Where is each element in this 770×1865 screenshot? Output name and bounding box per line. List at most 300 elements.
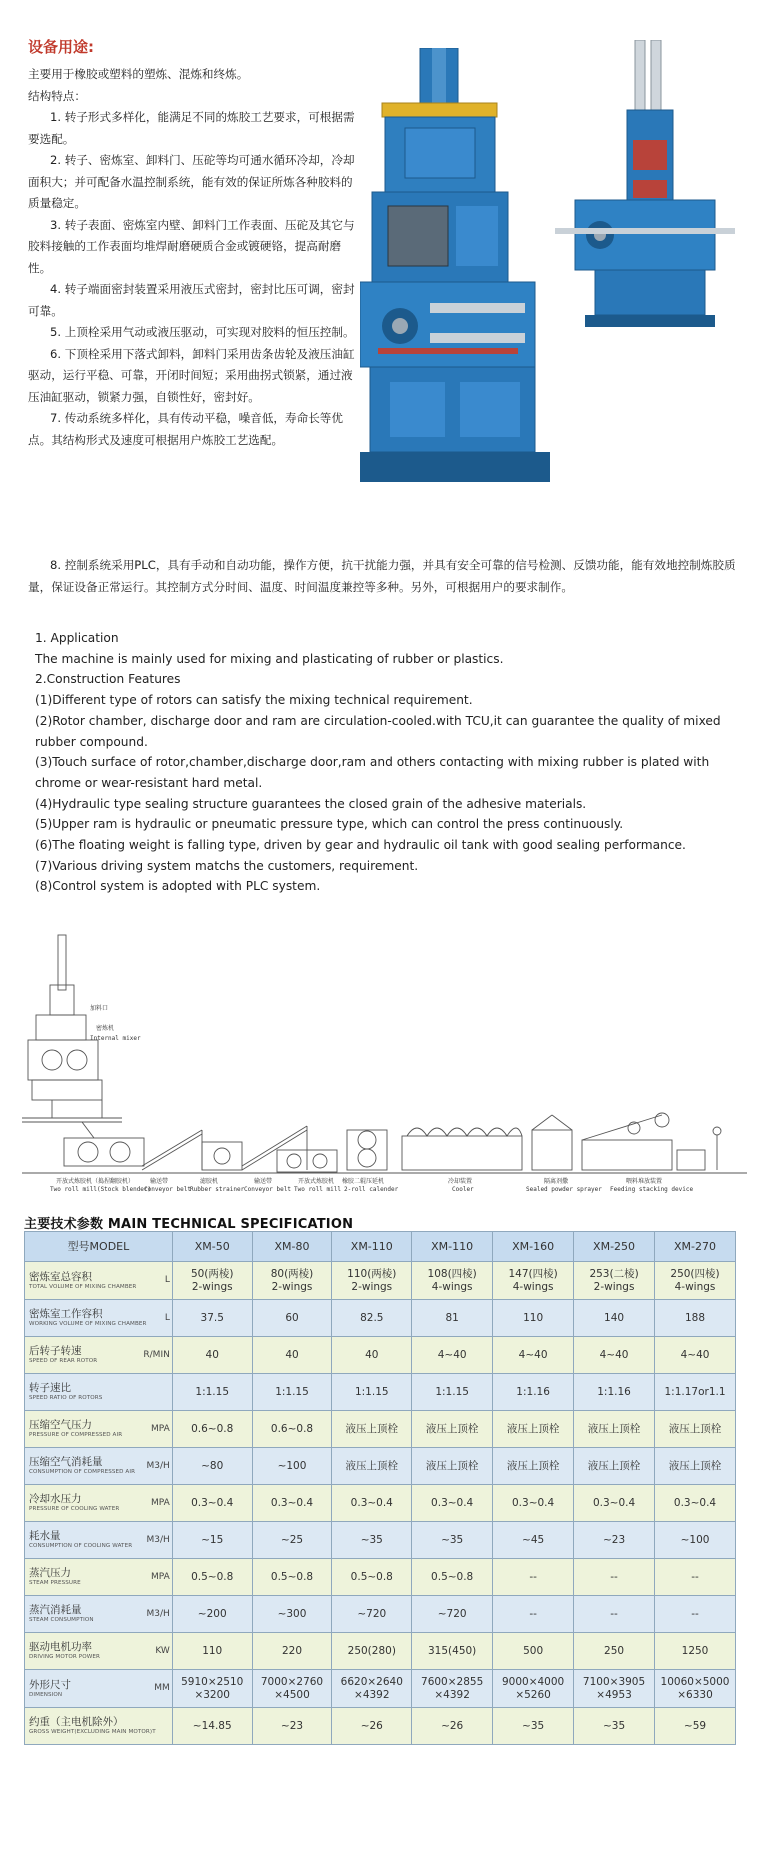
value-cell — [574, 1262, 655, 1300]
param-unit: KW — [155, 1645, 170, 1656]
value-line: ~35 — [360, 1533, 383, 1546]
value-line: 108(四棱) — [427, 1267, 477, 1280]
value-line: 188 — [684, 1311, 706, 1324]
value-cell — [252, 1708, 332, 1745]
label-stacker-en: Feeding stacking device — [610, 1186, 694, 1193]
value-line: ~59 — [683, 1719, 707, 1732]
en-line: (2)Rotor chamber, discharge door and ram are circulation-cooled.with TCU,it can guarantee the quality of mixed rubber compound. — [35, 713, 721, 749]
value-line: 4~40 — [518, 1348, 548, 1361]
table-row — [25, 1708, 736, 1745]
en-line: (5)Upper ram is hydraulic or pneumatic pressure type, which can control the press continuously. — [35, 817, 624, 832]
param-name-en: DRIVING MOTOR POWER — [29, 1654, 100, 1660]
param-name-en: CONSUMPTION OF COOLING WATER — [29, 1543, 133, 1549]
value-line: ×4953 — [596, 1688, 632, 1701]
label-mill2-en: Two roll mill — [294, 1186, 341, 1193]
param-name-cn: 蒸汽消耗量 — [29, 1604, 82, 1616]
value-line: 147(四棱) — [508, 1267, 558, 1280]
param-name-cn: 密炼室工作容积 — [29, 1308, 103, 1320]
value-line: 0.6~0.8 — [191, 1422, 234, 1435]
value-line: ×4500 — [274, 1688, 310, 1701]
table-row — [25, 1262, 736, 1300]
param-name-cn: 驱动电机功率 — [29, 1641, 92, 1653]
value-cell — [574, 1559, 655, 1596]
param-name-en: SPEED OF REAR ROTOR — [29, 1358, 98, 1364]
value-line: 110 — [523, 1311, 544, 1324]
value-line: -- — [610, 1570, 618, 1583]
spec-table — [24, 1231, 736, 1745]
value-cell — [655, 1633, 736, 1670]
en-line: 1. Application — [35, 631, 119, 645]
value-cell — [574, 1374, 655, 1411]
value-line: 140 — [604, 1311, 625, 1324]
value-line: 40 — [205, 1348, 219, 1361]
param-unit: MPA — [151, 1497, 170, 1508]
value-line: ~200 — [197, 1607, 227, 1620]
value-line: -- — [529, 1570, 537, 1583]
en-line: 2.Construction Features — [35, 672, 181, 687]
value-line: 液压上顶栓 — [668, 1459, 722, 1472]
value-line: 0.5~0.8 — [270, 1570, 314, 1583]
value-line: -- — [691, 1607, 699, 1620]
value-cell — [574, 1300, 655, 1337]
en-line: (1)Different type of rotors can satisfy the mixing technical requirement. — [35, 693, 473, 708]
param-cell — [25, 1559, 173, 1596]
param-cell — [25, 1411, 173, 1448]
value-cell — [655, 1670, 736, 1708]
label-conveyor1-en: Conveyor belt — [144, 1186, 191, 1193]
header-model: XM-80 — [252, 1232, 332, 1262]
value-line: ×5260 — [515, 1688, 551, 1701]
value-cell — [574, 1411, 655, 1448]
value-cell — [252, 1596, 332, 1633]
value-cell — [493, 1522, 574, 1559]
value-cell — [252, 1633, 332, 1670]
value-cell — [655, 1522, 736, 1559]
param-unit: M3/H — [146, 1534, 170, 1545]
param-name-en: PRESSURE OF COOLING WATER — [29, 1506, 120, 1512]
value-cell — [412, 1559, 493, 1596]
value-cell — [412, 1411, 493, 1448]
cn-item: 5. 上顶栓采用气动或液压驱动，可实现对胶料的恒压控制。 — [50, 325, 355, 339]
value-line: 4~40 — [599, 1348, 629, 1361]
value-cell — [574, 1522, 655, 1559]
table-row — [25, 1411, 736, 1448]
param-cell — [25, 1670, 173, 1708]
param-cell — [25, 1633, 173, 1670]
value-cell — [655, 1485, 736, 1522]
value-cell — [412, 1633, 493, 1670]
value-line: ~35 — [441, 1533, 464, 1546]
value-cell — [493, 1596, 574, 1633]
value-line: 0.3~0.4 — [270, 1496, 314, 1509]
value-line: -- — [610, 1607, 618, 1620]
param-cell — [25, 1374, 173, 1411]
en-line: (7)Various driving system matchs the customers, requirement. — [35, 858, 419, 873]
cn-item: 6. 下顶栓采用下落式卸料，卸料门采用齿条齿轮及液压油缸驱动，运行平稳、可靠，开闭时间短；采用曲拐式锁紧，通过液压油缸驱动，锁紧力强，自锁性好，密封好。 — [28, 346, 355, 404]
value-line: 0.6~0.8 — [270, 1422, 314, 1435]
value-line: 液压上顶栓 — [587, 1459, 641, 1472]
value-cell — [412, 1485, 493, 1522]
en-line: The machine is mainly used for mixing and plasticating of rubber or plastics. — [35, 651, 504, 666]
label-mill1-en: Two roll mill(Stock blender) — [50, 1186, 152, 1193]
param-cell — [25, 1522, 173, 1559]
value-cell — [172, 1485, 252, 1522]
param-name-cn: 耗水量 — [29, 1530, 61, 1542]
label-calender-cn: 橡胶二辊压延机 — [342, 1178, 385, 1185]
label-cooler-cn: 冷却装置 — [448, 1178, 473, 1185]
param-cell — [25, 1262, 173, 1300]
value-line: 液压上顶栓 — [425, 1422, 479, 1435]
value-line: 1:1.15 — [195, 1385, 230, 1398]
cn-item: 2. 转子、密炼室、卸料门、压砣等均可通水循环冷却，冷却面积大；并可配备水温控制系统，能有效的保证所炼各种胶料的质量稳定。 — [28, 153, 355, 210]
value-cell — [655, 1596, 736, 1633]
value-line: 60 — [285, 1311, 299, 1324]
value-cell — [655, 1337, 736, 1374]
value-line: 1:1.15 — [435, 1385, 469, 1398]
value-cell — [493, 1559, 574, 1596]
label-calender-en: 2-roll calender — [344, 1186, 399, 1193]
value-cell — [332, 1448, 412, 1485]
value-line: 10060×5000 — [660, 1675, 730, 1688]
value-cell — [412, 1337, 493, 1374]
value-line: 0.3~0.4 — [431, 1496, 474, 1509]
header-model-label: 型号MODEL — [25, 1232, 173, 1262]
table-row — [25, 1559, 736, 1596]
param-unit: MM — [154, 1683, 170, 1693]
value-line: ~35 — [602, 1719, 626, 1732]
value-line: 液压上顶栓 — [506, 1422, 560, 1435]
value-line: 1:1.17or1.1 — [664, 1385, 726, 1398]
param-cell — [25, 1596, 173, 1633]
value-cell — [493, 1411, 574, 1448]
value-cell — [252, 1522, 332, 1559]
value-line: 37.5 — [200, 1311, 224, 1324]
value-line: ~720 — [437, 1607, 467, 1620]
value-cell — [574, 1485, 655, 1522]
param-cell — [25, 1300, 173, 1337]
value-cell — [412, 1374, 493, 1411]
value-cell — [172, 1448, 252, 1485]
value-line: 9000×4000 — [501, 1675, 565, 1688]
header-model: XM-160 — [493, 1232, 574, 1262]
value-cell — [172, 1411, 252, 1448]
header-model: XM-110 — [332, 1232, 412, 1262]
value-line: ~14.85 — [192, 1719, 232, 1732]
label-conveyor2-cn: 输送带 — [254, 1178, 273, 1185]
value-line: 40 — [365, 1348, 379, 1361]
table-row — [25, 1522, 736, 1559]
value-line: 110(两棱) — [347, 1267, 397, 1280]
param-name-en: DIMENSION — [29, 1691, 63, 1698]
value-cell — [332, 1374, 412, 1411]
value-line: 2-wings — [593, 1280, 635, 1293]
value-line: 0.5~0.8 — [191, 1570, 234, 1583]
value-cell — [332, 1337, 412, 1374]
value-line: 110 — [202, 1644, 223, 1657]
param-cell — [25, 1448, 173, 1485]
value-line: -- — [529, 1607, 537, 1620]
value-line: 1:1.16 — [597, 1385, 631, 1398]
label-mill2-cn: 开放式炼胶机 — [298, 1178, 335, 1185]
value-line: 0.5~0.8 — [350, 1570, 393, 1583]
value-cell — [172, 1300, 252, 1337]
value-cell — [332, 1411, 412, 1448]
value-cell — [574, 1708, 655, 1745]
param-unit: M3/H — [146, 1460, 170, 1471]
value-cell — [172, 1262, 252, 1300]
label-sprayer-cn: 隔离剂撒 — [544, 1178, 569, 1185]
param-name-cn: 密炼室总容积 — [29, 1270, 92, 1283]
cn-structure-title: 结构特点： — [28, 88, 86, 103]
header-model: XM-50 — [172, 1232, 252, 1262]
value-line: 80(两棱) — [270, 1267, 314, 1280]
value-line: ~15 — [201, 1533, 224, 1546]
value-cell — [655, 1411, 736, 1448]
value-cell — [574, 1670, 655, 1708]
small-mixer-photo — [555, 40, 735, 350]
value-line: 6620×2640 — [340, 1675, 403, 1688]
value-line: 7600×2855 — [421, 1675, 484, 1688]
value-line: 2-wings — [351, 1280, 393, 1293]
table-row — [25, 1670, 736, 1708]
value-cell — [655, 1559, 736, 1596]
value-cell — [493, 1633, 574, 1670]
label-feeder: 加料口 — [90, 1005, 109, 1012]
value-line: 220 — [281, 1644, 303, 1657]
value-cell — [655, 1262, 736, 1300]
value-line: 315(450) — [428, 1644, 477, 1657]
label-sprayer-en: Sealed powder sprayer — [526, 1186, 602, 1193]
value-line: -- — [691, 1570, 699, 1583]
value-cell — [252, 1559, 332, 1596]
value-cell — [252, 1300, 332, 1337]
value-cell — [493, 1708, 574, 1745]
value-line: 0.3~0.4 — [191, 1496, 234, 1509]
value-cell — [412, 1596, 493, 1633]
param-unit: R/MIN — [143, 1349, 170, 1360]
table-row — [25, 1448, 736, 1485]
spec-title: 主要技术参数 MAIN TECHNICAL SPECIFICATION — [24, 1217, 354, 1232]
value-line: 250(四棱) — [670, 1267, 720, 1280]
value-line: ×4392 — [434, 1688, 470, 1701]
value-cell — [493, 1300, 574, 1337]
value-cell — [252, 1374, 332, 1411]
value-line: ~100 — [277, 1459, 307, 1472]
value-cell — [172, 1633, 252, 1670]
value-line: 0.5~0.8 — [431, 1570, 474, 1583]
value-cell — [412, 1448, 493, 1485]
value-line: 1:1.15 — [275, 1385, 309, 1398]
value-cell — [172, 1708, 252, 1745]
label-strainer-cn: 滤胶机 — [200, 1178, 219, 1185]
value-line: 4~40 — [680, 1348, 710, 1361]
value-line: 1:1.15 — [354, 1385, 389, 1398]
value-line: 0.3~0.4 — [350, 1496, 393, 1509]
value-line: 1250 — [681, 1644, 709, 1657]
value-cell — [493, 1337, 574, 1374]
spec-table-body — [25, 1232, 736, 1745]
label-cooler-en: Cooler — [452, 1186, 474, 1193]
cn-item: 7. 传动系统多样化，具有传动平稳，噪音低，寿命长等优点。其结构形式及速度可根据用户炼胶工艺选配。 — [28, 411, 343, 447]
value-cell — [332, 1485, 412, 1522]
value-line: ×4392 — [354, 1688, 390, 1701]
param-cell — [25, 1708, 173, 1745]
value-line: ~23 — [602, 1533, 626, 1546]
cn-intro: 主要用于橡胶或塑料的塑炼、混炼和终炼。 — [28, 67, 249, 81]
param-unit: MPA — [151, 1571, 170, 1582]
param-unit: M3/H — [146, 1608, 170, 1619]
param-cell — [25, 1337, 173, 1374]
value-line: 7100×3905 — [582, 1675, 646, 1688]
param-name-cn: 压缩空气压力 — [29, 1419, 92, 1431]
value-line: 0.3~0.4 — [673, 1496, 717, 1509]
value-cell — [412, 1262, 493, 1300]
value-line: 液压上顶栓 — [425, 1459, 479, 1472]
value-cell — [412, 1670, 493, 1708]
value-cell — [574, 1448, 655, 1485]
value-line: 液压上顶栓 — [506, 1459, 560, 1472]
value-line: 40 — [285, 1348, 299, 1361]
value-cell — [332, 1262, 412, 1300]
value-cell — [252, 1485, 332, 1522]
value-line: 液压上顶栓 — [668, 1422, 722, 1435]
value-cell — [332, 1596, 412, 1633]
value-line: 4-wings — [431, 1280, 473, 1293]
english-description — [35, 628, 750, 897]
value-cell — [172, 1596, 252, 1633]
param-name-en: TOTAL VOLUME OF MIXING CHAMBER — [29, 1283, 137, 1290]
value-cell — [252, 1262, 332, 1300]
param-name-en: GROSS WEIGHT(EXCLUDING MAIN MOTOR)T — [29, 1729, 156, 1735]
value-line: ~720 — [357, 1607, 387, 1620]
param-name-cn: 约重（主电机除外） — [29, 1716, 124, 1728]
value-cell — [332, 1300, 412, 1337]
value-line: 液压上顶栓 — [345, 1422, 399, 1435]
value-line: 2-wings — [191, 1280, 233, 1293]
cn-item: 1. 转子形式多样化，能满足不同的炼胶工艺要求，可根据需要选配。 — [28, 110, 355, 146]
header-model: XM-250 — [574, 1232, 655, 1262]
value-line: ~35 — [522, 1719, 545, 1732]
en-line: (6)The floating weight is falling type, driven by gear and hydraulic oil tank with good sealing performance. — [35, 838, 686, 853]
value-cell — [655, 1448, 736, 1485]
param-name-en: CONSUMPTION OF COMPRESSED AIR — [29, 1469, 136, 1475]
param-unit: MPA — [151, 1423, 170, 1434]
en-line: (8)Control system is adopted with PLC system. — [35, 879, 321, 894]
value-line: 液压上顶栓 — [345, 1459, 399, 1472]
param-name-en: STEAM CONSUMPTION — [29, 1617, 94, 1623]
param-unit: L — [164, 1312, 170, 1323]
value-cell — [655, 1374, 736, 1411]
value-line: 液压上顶栓 — [587, 1422, 641, 1435]
value-line: ~26 — [441, 1719, 464, 1732]
value-line: 253(二棱) — [589, 1267, 639, 1280]
value-cell — [493, 1448, 574, 1485]
value-cell — [172, 1670, 252, 1708]
value-cell — [252, 1411, 332, 1448]
label-mixer-cn: 密炼机 — [96, 1025, 115, 1032]
cn-item: 4. 转子端面密封装置采用液压式密封，密封比压可调，密封可靠。 — [28, 282, 355, 318]
value-cell — [252, 1670, 332, 1708]
value-line: 500 — [523, 1644, 544, 1657]
table-row — [25, 1596, 736, 1633]
param-unit: L — [164, 1275, 170, 1285]
value-cell — [332, 1559, 412, 1596]
value-cell — [655, 1300, 736, 1337]
value-cell — [574, 1337, 655, 1374]
table-row — [25, 1633, 736, 1670]
value-cell — [172, 1559, 252, 1596]
value-cell — [493, 1485, 574, 1522]
cn-item: 3. 转子表面、密炼室内壁、卸料门工作表面、压砣及其它与胶料接触的工作表面均堆焊耐磨硬质合金或镀硬铬，提高耐磨性。 — [28, 217, 355, 275]
section-heading: 设备用途: — [28, 38, 94, 56]
value-cell — [332, 1708, 412, 1745]
value-cell — [332, 1670, 412, 1708]
param-name-en: STEAM PRESSURE — [29, 1580, 81, 1586]
value-cell — [172, 1522, 252, 1559]
param-name-en: PRESSURE OF COMPRESSED AIR — [29, 1432, 123, 1438]
value-line: ~300 — [277, 1607, 307, 1620]
value-line: 4~40 — [437, 1348, 467, 1361]
value-cell — [332, 1522, 412, 1559]
production-line-diagram — [22, 930, 747, 1205]
value-cell — [172, 1337, 252, 1374]
value-cell — [252, 1337, 332, 1374]
value-line: 4-wings — [512, 1280, 554, 1293]
param-name-cn: 压缩空气消耗量 — [29, 1456, 103, 1468]
value-line: ~80 — [201, 1459, 224, 1472]
table-header-row — [25, 1232, 736, 1262]
param-name-en: WORKING VOLUME OF MIXING CHAMBER — [29, 1321, 147, 1327]
value-cell — [252, 1448, 332, 1485]
label-conveyor1-cn: 输送带 — [150, 1178, 169, 1185]
value-line: 4-wings — [674, 1280, 716, 1293]
value-line: 82.5 — [360, 1311, 384, 1324]
table-row — [25, 1374, 736, 1411]
param-name-cn: 蒸汽压力 — [29, 1567, 71, 1579]
value-cell — [412, 1522, 493, 1559]
value-line: 250(280) — [347, 1644, 396, 1657]
value-line: 1:1.16 — [516, 1385, 550, 1398]
header-model: XM-110 — [412, 1232, 493, 1262]
value-line: ~45 — [522, 1533, 545, 1546]
param-cell — [25, 1485, 173, 1522]
value-line: 50(两棱) — [190, 1267, 234, 1280]
value-cell — [493, 1670, 574, 1708]
label-mixer-en: Internal mixer — [90, 1035, 141, 1042]
value-cell — [172, 1374, 252, 1411]
value-cell — [574, 1633, 655, 1670]
param-name-cn: 外形尺寸 — [29, 1678, 71, 1691]
param-name-cn: 后转子转速 — [29, 1345, 82, 1357]
label-mill1-cn: 开放式炼胶机（捣捏翻胶机） — [56, 1178, 135, 1185]
en-line: (3)Touch surface of rotor,chamber,discharge door,ram and others contacting with mixing rubber is plated with chrome or wear-resistant hard metal. — [35, 755, 710, 790]
table-row — [25, 1485, 736, 1522]
value-line: 7000×2760 — [260, 1675, 324, 1688]
param-name-cn: 转子速比 — [29, 1382, 71, 1394]
value-line: ~100 — [680, 1533, 710, 1546]
value-line: ×6330 — [677, 1688, 713, 1701]
table-row — [25, 1337, 736, 1374]
label-stacker-cn: 喂料堆放装置 — [626, 1178, 663, 1185]
en-line: (4)Hydraulic type sealing structure guarantees the closed grain of the adhesive materials. — [35, 796, 587, 811]
value-cell — [332, 1633, 412, 1670]
value-line: ~23 — [280, 1719, 304, 1732]
value-cell — [493, 1374, 574, 1411]
value-line: 250 — [604, 1644, 625, 1657]
table-row — [25, 1300, 736, 1337]
value-line: 81 — [445, 1311, 459, 1324]
value-line: ~25 — [280, 1533, 304, 1546]
